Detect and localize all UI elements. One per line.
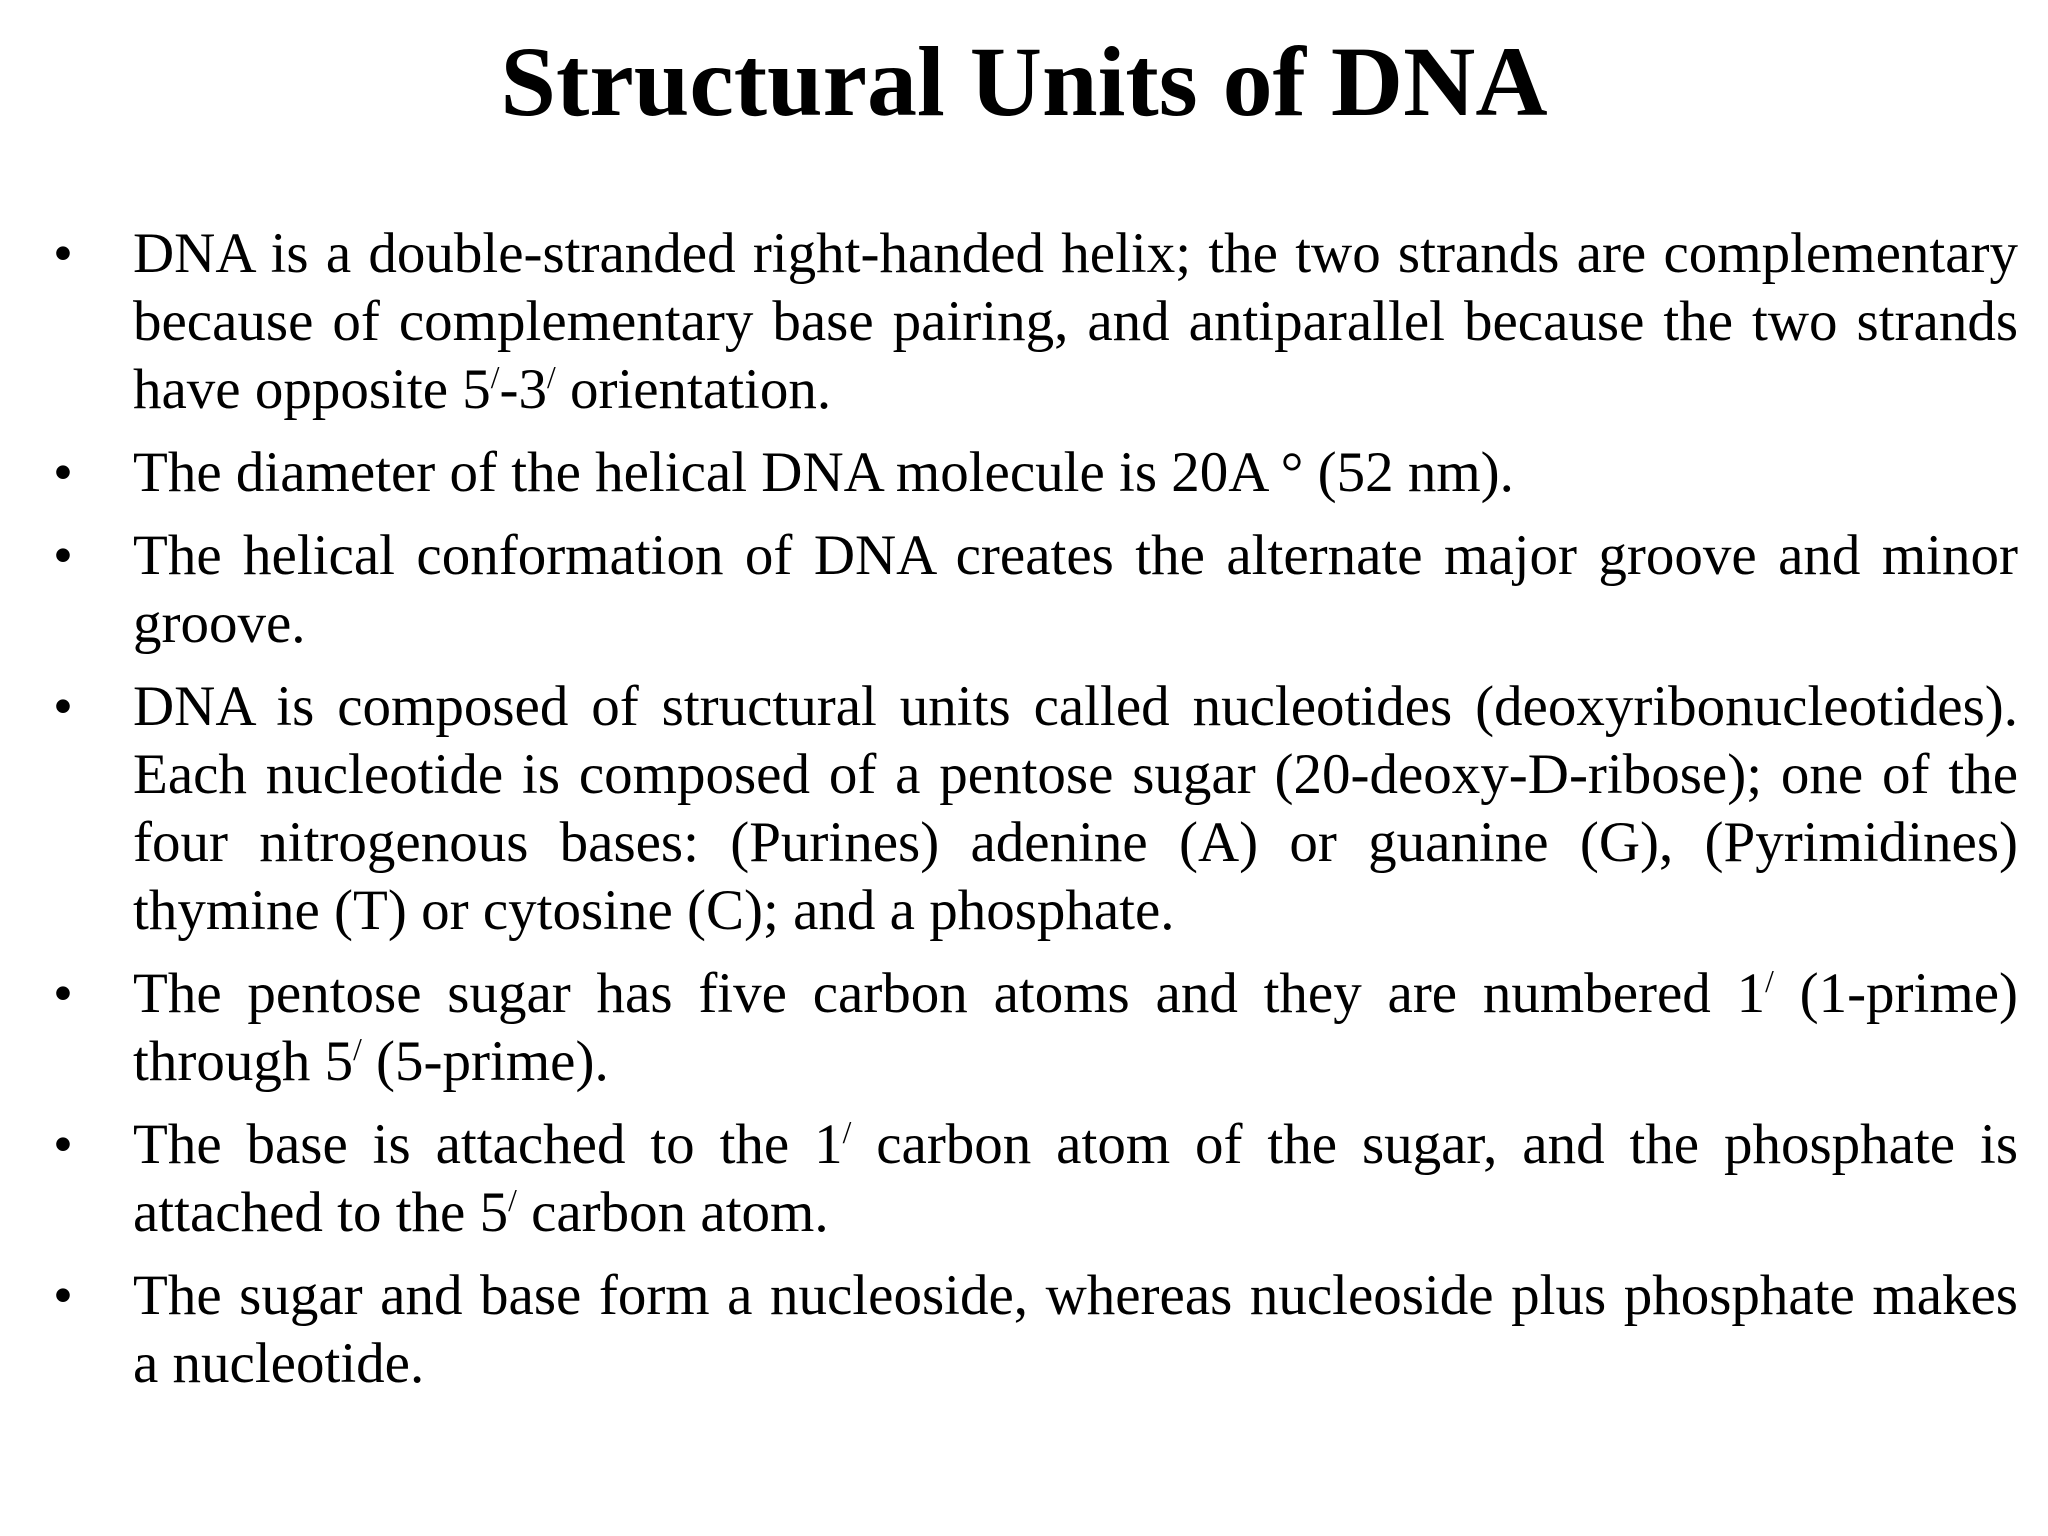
bullet-text bbox=[133, 1262, 2018, 1398]
prime-superscript: / bbox=[353, 1032, 362, 1067]
bullet-item bbox=[0, 220, 2048, 424]
prime-superscript: / bbox=[1765, 964, 1774, 999]
bullet-marker: • bbox=[53, 1264, 73, 1327]
bullet-text bbox=[133, 220, 2018, 424]
bullet-item bbox=[0, 1262, 2048, 1398]
bullet-text-segment: DNA is composed of structural units called nucleotides (deoxyribonucleotides). Each nucleotide is composed of a pentose sugar (20-deoxy-D-ribose); one of the four nitrogenous bases: (Purines) adenine (A) or guanine (G), (Pyrimidines) thymine (T) or cytosine (C); and a phosphate. bbox=[133, 675, 2018, 942]
bullet-item bbox=[0, 522, 2048, 658]
prime-superscript: / bbox=[842, 1115, 852, 1150]
prime-superscript: / bbox=[490, 360, 500, 395]
bullet-text bbox=[133, 1111, 2018, 1247]
slide-title: Structural Units of DNA bbox=[500, 26, 1548, 137]
bullet-marker: • bbox=[53, 1113, 73, 1176]
bullet-marker: • bbox=[53, 441, 73, 504]
prime-superscript: / bbox=[508, 1183, 517, 1218]
bullet-item bbox=[0, 960, 2048, 1096]
bullet-text-segment: The diameter of the helical DNA molecule is 20A ° (52 nm). bbox=[133, 441, 1514, 504]
bullet-text-segment: The sugar and base form a nucleoside, whereas nucleoside plus phosphate makes a nucleotide. bbox=[133, 1264, 2018, 1395]
prime-superscript: / bbox=[546, 360, 556, 395]
bullet-text-segment: The base is attached to the 1 bbox=[133, 1113, 843, 1176]
bullet-text-segment: carbon atom of the sugar, and the phosphate is attached to the 5 bbox=[133, 1113, 2019, 1244]
bullet-marker: • bbox=[53, 675, 73, 738]
bullet-item bbox=[0, 1111, 2048, 1247]
bullet-item bbox=[0, 673, 2048, 945]
bullet-marker: • bbox=[53, 222, 73, 285]
bullet-text bbox=[133, 960, 2018, 1096]
bullet-text-segment: carbon atom. bbox=[516, 1181, 829, 1244]
bullet-text bbox=[133, 439, 2018, 507]
bullet-text-segment: (1-prime) through 5 bbox=[133, 962, 2018, 1093]
bullet-text-segment: The helical conformation of DNA creates the alternate major groove and minor groove. bbox=[133, 524, 2018, 655]
bullet-text bbox=[133, 522, 2018, 658]
bullet-text-segment: DNA is a double-stranded right-handed helix; the two strands are complementary because of complementary base pairing, and antiparallel because the two strands have opposite 5 bbox=[133, 222, 2018, 421]
bullet-item bbox=[0, 439, 2048, 507]
bullet-text-segment: (5-prime). bbox=[361, 1030, 609, 1093]
bullet-text bbox=[133, 673, 2018, 945]
bullet-marker: • bbox=[53, 524, 73, 587]
bullet-text-segment: orientation. bbox=[555, 358, 832, 421]
bullet-list bbox=[0, 220, 2048, 1413]
bullet-marker: • bbox=[53, 962, 73, 1025]
bullet-text-segment: -3 bbox=[499, 358, 547, 421]
bullet-text-segment: The pentose sugar has five carbon atoms and they are numbered 1 bbox=[133, 962, 1766, 1025]
